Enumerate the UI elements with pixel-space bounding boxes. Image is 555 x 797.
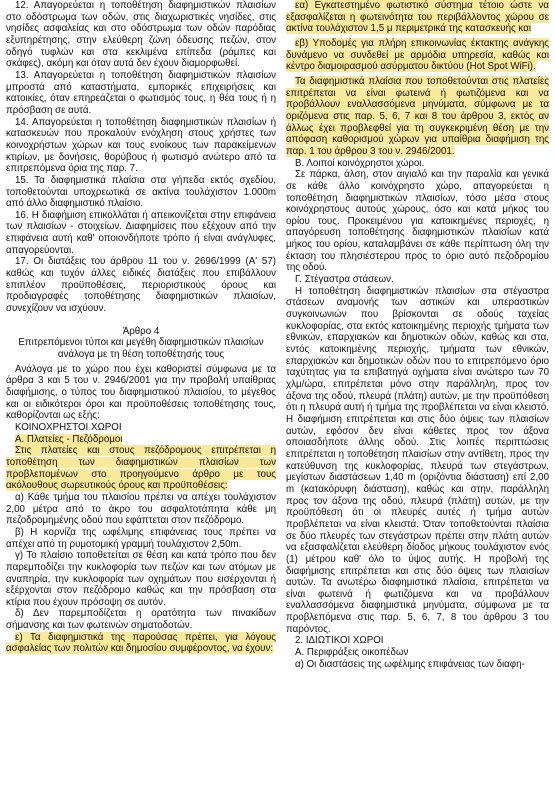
subsection-heading-other-spaces: Β. Λοιποί κοινόχρηστοι χώροι. — [295, 157, 425, 169]
item-d: δ) Δεν παρεμποδίζεται η ορατότητα των πινακίδων σήμανσης και των φωτεινών σηματοδοτών. — [6, 608, 276, 632]
item-c: γ) Το πλαίσιο τοποθετείται σε θέση και κατά τρόπο που δεν παρεμποδίζει την κυκλοφορία των πεζών και των ατόμων με αναπηρία, την κυκλοφορία των οχημάτων που εισέρχονται ή εξέρχονται στον πεζόδρομο καθώς και την πρόσβαση στα κτίρια που έχουν πρόσοψη σε αυτόν. — [6, 550, 276, 608]
paragraph-squares-lighting: Τα διαφημιστικά πλαίσια που τοποθετούνται στις πλατείες επιτρέπεται να είναι φωτεινά ή φωτιζόμενα και να προβάλλουν εναλλασσόμενα μηνύματα, σύμφωνα με τα οριζόμενα στις παρ. 5, 6, 7 και 8 του άρθρου 3, εκτός αν άλλως έχει προβλεφθεί για τη συγκεκριμένη θέση με την απόφαση καθορισμού χώρων για υπαίθρια διαφήμιση της παρ. 1 του άρθρου 3 του ν. 2946/2001. — [286, 75, 549, 157]
article-subtitle: Επιτρεπόμενοι τύποι και μεγέθη διαφημιστικών πλαισίων ανάλογα με τη θέση τοποθέτησής τους — [18, 337, 264, 361]
section-heading-common-spaces: ΚΟΙΝΟΧΡΗΣΤΟΙ ΧΩΡΟΙ — [15, 421, 122, 433]
paragraph-17: 17. Οι διατάξεις του άρθρου 11 του ν. 2696/1999 (Α' 57) καθώς και τυχόν άλλες ειδικές διατάξεις που επιβάλλουν επιπλέον προϋποθέσεις, περιοριστικούς όρους και προδιαγραφές τοποθέτησης διαφημιστικών πλαισίων, συνεχίζουν να ισχύουν. — [6, 256, 276, 315]
item-a: α) Κάθε τμήμα του πλαισίου πρέπει να απέχει τουλάχιστον 2,00 μέτρα από το άκρο του ασφαλτοτάπητα κάθε μη πεζοδρομημένης οδού που εφάπτεται στον πεζόδρομο. — [6, 491, 276, 527]
paragraph-bus-shelters: Η τοποθέτηση διαφημιστικών πλαισίων στα στέγαστρα στάσεων αναμονής των αστικών και υπεραστικών συγκοινωνιών που βρίσκονται σε οδούς ταχείας κυκλοφορίας, στα εκτός κατοικημένης περιοχής τμήματα των εθνικών, επαρχιακών και δημοτικών οδών, καθώς και στα, εντός κατοικημένης περιοχής, τμήματα των εθνικών, επαρχιακών και δημοτικών οδών που το επιτρεπόμενο όριο ταχύτητας για τα επιβατηγά οχήματα είναι ανώτερο των 70 χλμ/ώρα, επιτρέπεται μόνο στην παράλληλη, προς τον άξονα της οδού, πλευρά (πλάτη) αυτών, με την προϋπόθεση ότι η πλευρά αυτή ή τμήμα της προβλέπεται να είναι κλειστό. Η διαφήμιση επιτρέπεται και στις δύο όψεις των πλαισίων αυτών, εφόσον δεν είναι κάθετες προς τον άξονα οποιασδήποτε άλλης οδού. Στις λοιπές περιπτώσεις επιτρέπεται η τοποθέτηση πλαισίων στην αντίθετη, προς την κατεύθυνση της κυκλοφορίας, πλευρά των στεγάστρων, μεγίστων διαστάσεων 1,40 m (οριζόντια διάσταση) επί 2,00 m (κατακόρυφη διάσταση), καθώς και στην, παράλληλη προς τον άξονα της οδού, πλευρά (πλάτη) αυτών, με την προϋπόθεση ότι οι πλευρές αυτές ή τμήμα αυτών προβλέπεται να είναι κλειστά. Όταν τοποθετούνται πλαίσια σε δύο πλευρές των στεγάστρων πρέπει στην πλάτη αυτών να εξασφαλίζεται ελεύθερη δίοδος μήκους τουλάχιστον ενός (1) μέτρου καθ' όλο το ύψος αυτής. Η προβολή της διαφήμισης επιτρέπεται και στις δύο όψεις των πλαισίων αυτών. Τα ανωτέρω διαφημιστικά πλαίσια, επιτρέπεται να είναι φωτεινά ή φωτιζόμενα και να προβάλλουν εναλλασσόμενα διαφημιστικά μηνύματα, σύμφωνα με τα προβλεπόμενα στις παρ. 5, 6, 7, 8 του άρθρου 3 του παρόντος. — [286, 285, 549, 635]
left-column — [6, 0, 276, 655]
section-heading-private-spaces: 2. ΙΔΙΩΤΙΚΟΙ ΧΩΡΟΙ — [295, 635, 384, 647]
subsection-heading-fences: Α. Περιφράξεις οικοπέδων — [295, 647, 409, 659]
item-ea: εα) Εγκατεστημένο φωτιστικό σύστημα τέτοιο ώστε να εξασφαλίζεται η φωτεινότητα του περιβάλλοντος χώρου σε ακτίνα τουλάχιστον 1,5 μ περιμετρικά της κατασκευής και — [286, 0, 549, 35]
paragraph-other-spaces: Σε πάρκα, άλση, στον αιγιαλό και την παραλία και γενικά σε κάθε άλλο κοινόχρηστο χώρο, απαγορεύεται η τοποθέτηση διαφημιστικών πλαισίων, τόσο μέσα στους κοινόχρηστους αυτούς χώρους, όσο και κατά μήκος του ορίου τους. Προκειμένου για κατοικημένες περιοχές, η απαγόρευση τοποθέτησης διαφημιστικών πλαισίων κατά μήκος του ορίου, καταλαμβάνει σε κάθε περίπτωση όλη την έκταση του πλησιέστερου προς το όριο αυτό πεζοδρομίου της οδού. — [286, 169, 549, 274]
subsection-heading-bus-shelters: Γ. Στέγαστρα στάσεων. — [295, 274, 394, 286]
right-column — [286, 0, 549, 670]
paragraph-15: 15. Τα διαφημιστικά πλαίσια στα γήπεδα εκτός σχεδίου, τοποθετούνται υποχρεωτικά σε ακτίνα τουλάχιστον 1.000m από άλλο διαφημιστικό πλαίσιο. — [6, 174, 276, 210]
paragraph-13: 13. Απαγορεύεται η τοποθέτηση διαφημιστικών πλαισίων μπροστά από καταστήματα, εμπορικές επιχειρήσεις και κατοικίες, όταν επηρεάζεται ο φωτισμός τους, η θέα τους ή η πρόσβαση σε αυτά. — [6, 69, 276, 116]
paragraph-14: 14. Απαγορεύεται η τοποθέτηση διαφημιστικών πλαισίων ή κατασκευών που προκαλούν ενόχληση στους χρήστες των κοινοχρήστων χώρων και τους ενοίκους των παρακείμενων κτιρίων, με δονήσεις, θορύβους ή φωτισμό ανώτερο από τα επιτρεπόμενα όρια της παρ. 7. — [6, 116, 276, 175]
paragraph-16: 16. Η διαφήμιση επικολλάται ή απεικονίζεται στην επιφάνεια των πλαισίων - στοιχείων. Διαφημίσεις που εξέχουν από την επιφάνεια αυτή καθ' οποιονδήποτε τρόπο ή είναι ανάγλυφες, απαγορεύονται. — [6, 209, 276, 256]
item-b: β) Η κορνίζα της ωφέλιμης επιφάνειας τους πρέπει να απέχει από τη ρυμοτομική γραμμή τουλάχιστον 2,50m. — [6, 526, 276, 550]
item-fences-a: α) Οι διαστάσεις της ωφέλιμης επιφάνειας των διαφη- — [295, 658, 525, 670]
paragraph-squares-intro: Στις πλατείες και στους πεζόδρομους επιτρέπεται η τοποθέτηση των διαφημιστικών πλαισίων των προβλεπομένων στο προηγούμενο άρθρο με τους ακόλουθους σωρευτικούς όρους και προϋποθέσεις: — [6, 445, 276, 492]
item-e: ε) Τα διαφημιστικά της παρούσας πρέπει, για λόγους ασφαλείας των πολιτών και δημοσίου συμφέροντος, να έχουν: — [6, 631, 276, 655]
article-title: Άρθρο 4 — [122, 325, 160, 337]
article-intro: Ανάλογα με το χώρο που έχει καθοριστεί σύμφωνα με τα άρθρα 3 και 5 του ν. 2946/2001 για την προβολή υπαίθριας διαφήμισης, ο τύπος του διαφημιστικού πλαισίου, το μέγεθος και οι ειδικότεροι όροι και προϋποθέσεις τοποθέτησης τους, καθορίζονται ως εξής: — [6, 363, 276, 422]
item-eb: εβ) Υποδομές για πλήρη επικοινωνίας έκτακτης ανάγκης δυνάμενο να συνδεθεί με αρμόδια υπηρεσία, καθώς και κέντρο διαμοιρασμού ασύρματου δικτύου (Hot Spot WiFi). — [286, 37, 549, 73]
subsection-heading-squares: Α. Πλατείες - Πεζόδρομοι — [15, 433, 123, 445]
paragraph-12: 12. Απαγορεύεται η τοποθέτηση διαφημιστικών πλαισίων στο οδόστρωμα των οδών, στις διαχωριστικές νησίδες, στις νησίδες ασφαλείας και στο οδόστρωμα των οδών παρόδιας εξυπηρέτησης, στην ελεύθερη ζώνη όδευσης πεζών, στον οδηγό τυφλών και στα κεκλιμένα επίπεδα (ράμπες και σκάφες), ακόμη και όταν αυτά δεν έχουν διαμορφωθεί. — [6, 0, 276, 70]
